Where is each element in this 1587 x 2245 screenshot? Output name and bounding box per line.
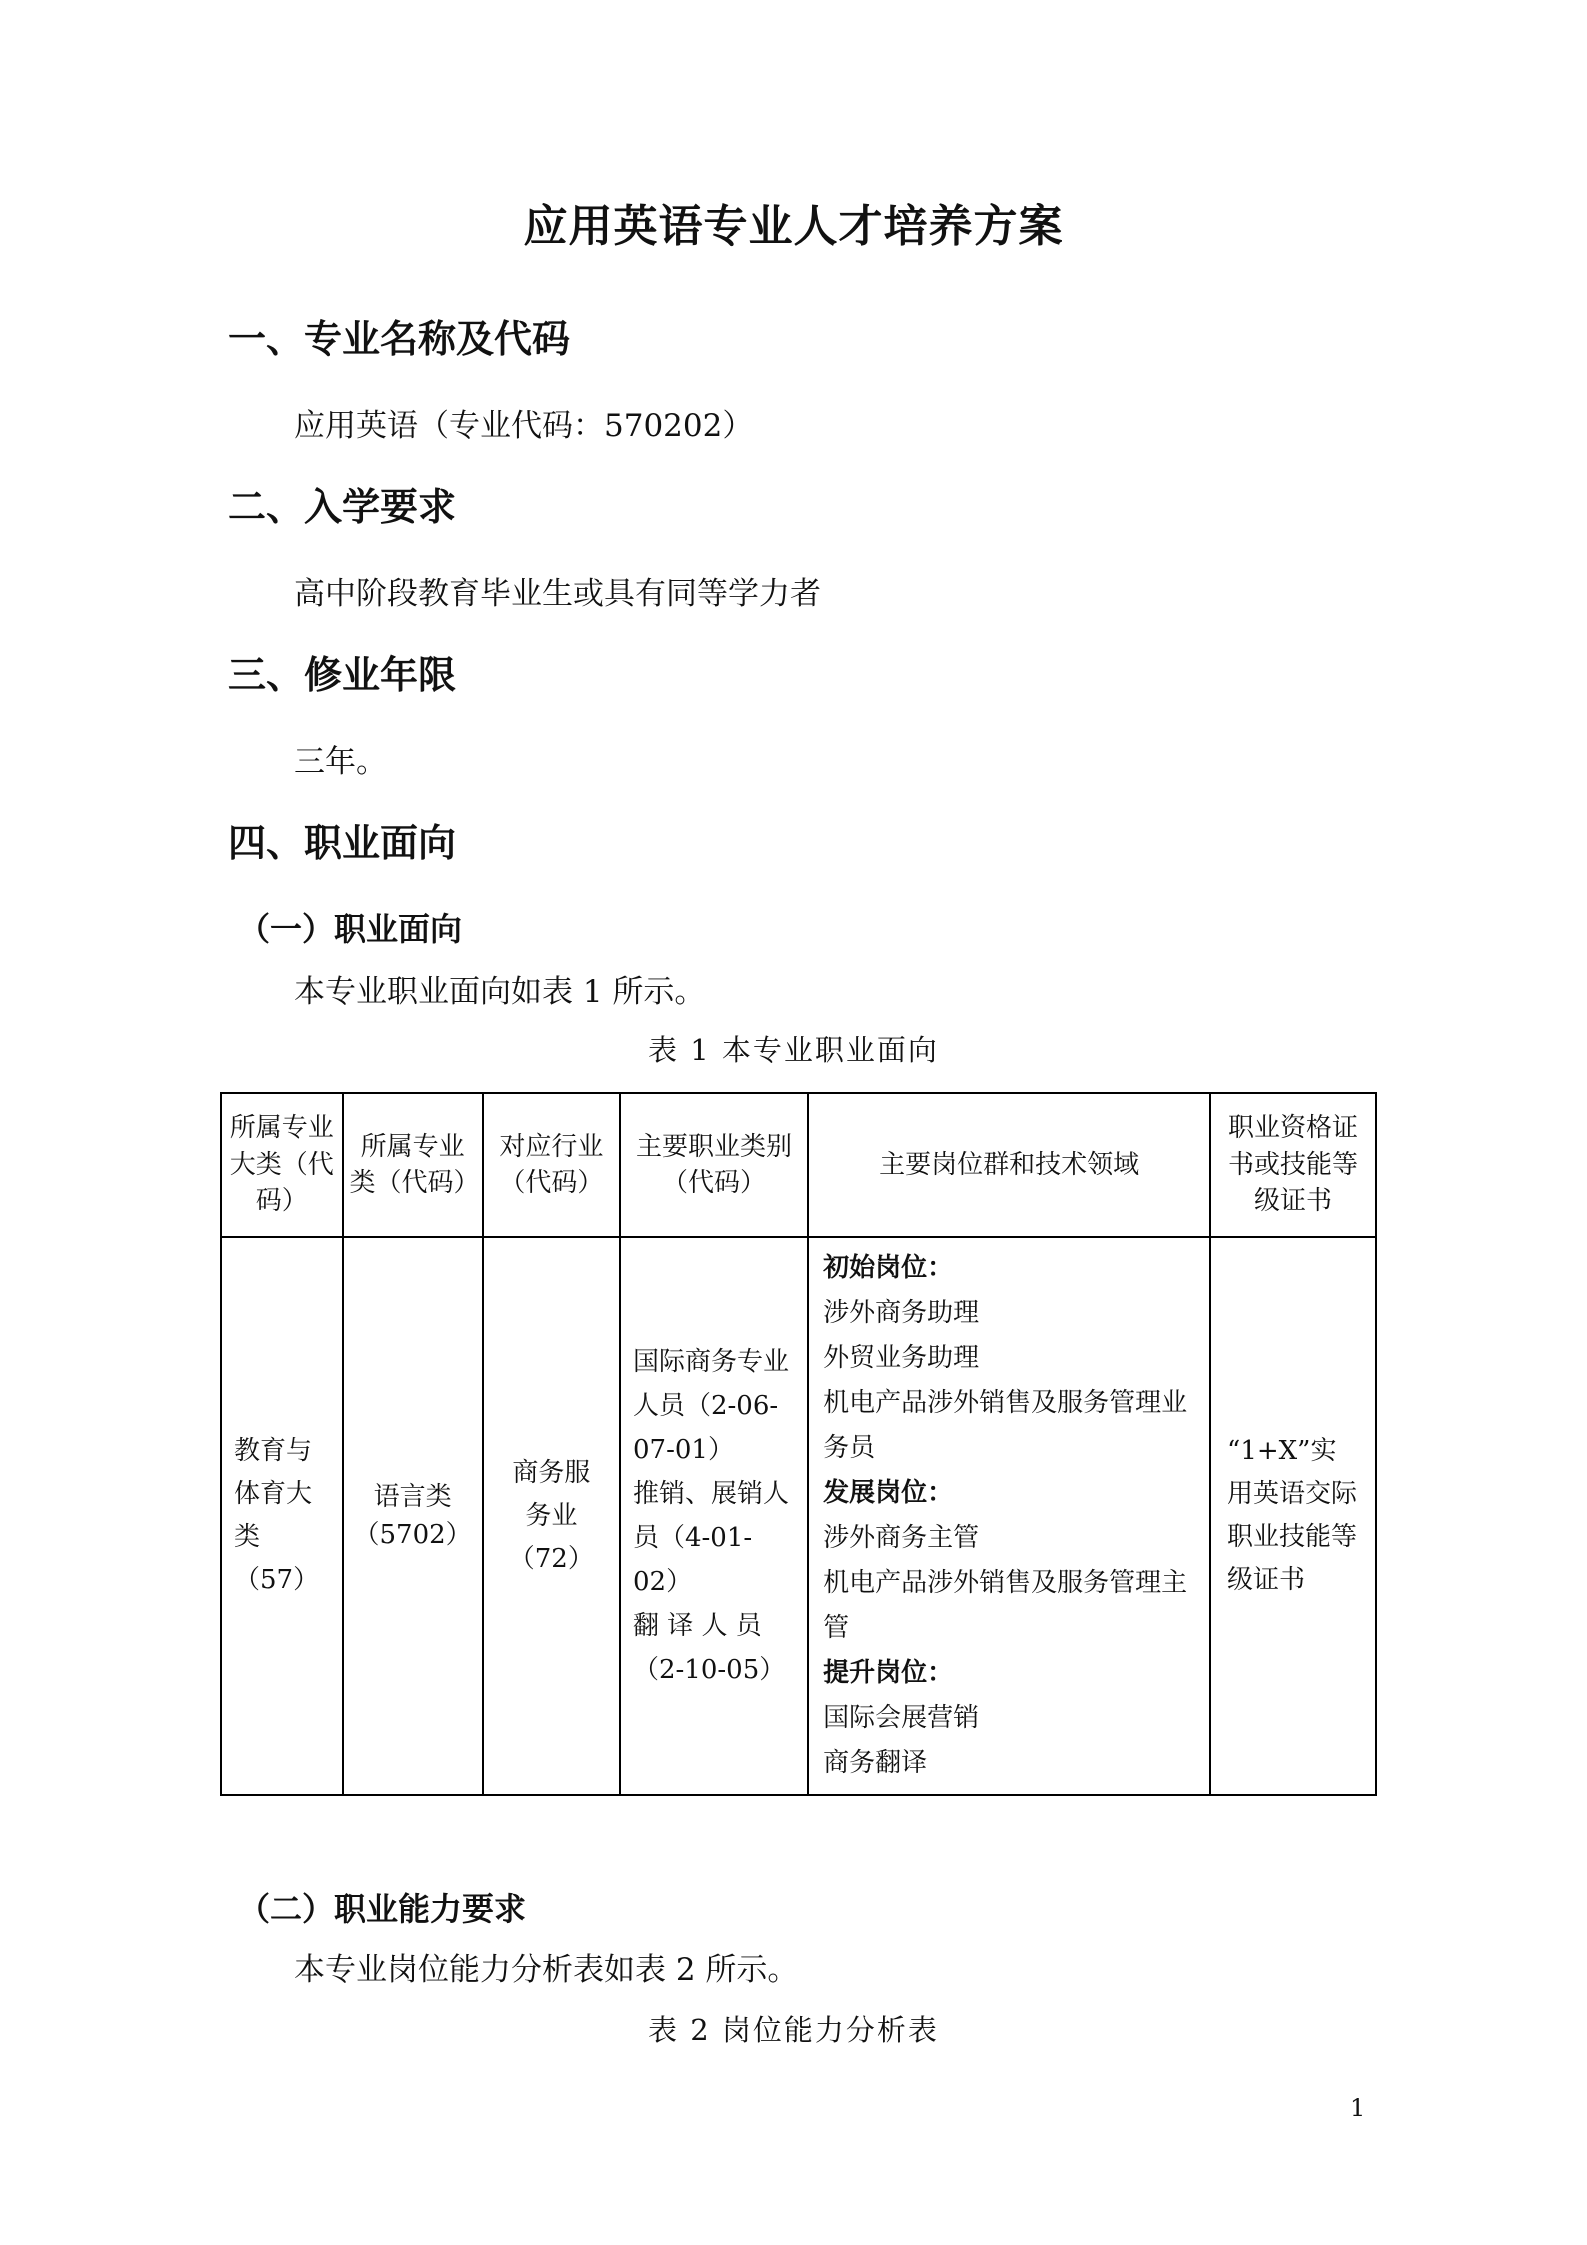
occupation-item: 推销、展销人员（4-01-02） (632, 1479, 789, 1597)
header-occupations: 主要职业类别（代码） (620, 1093, 808, 1237)
initial-positions-label: 初始岗位： (823, 1253, 954, 1283)
section-heading-2: 二、入学要求 (228, 485, 457, 529)
cell-positions (808, 1237, 1210, 1795)
career-orientation-table (220, 1092, 1377, 1796)
certificate-text: “1+X”实用英语交际职业技能等级证书 (1227, 1436, 1358, 1595)
major-category-text: 教育与体育大类（57） (234, 1436, 320, 1595)
major-class-text: 语言类（5702） (353, 1482, 472, 1550)
table-row (221, 1237, 1376, 1795)
section-body-3: 三年。 (294, 744, 387, 780)
cell-industry (483, 1237, 620, 1795)
position-item: 涉外商务主管 (823, 1523, 980, 1553)
position-item: 机电产品涉外销售及服务管理业务员 (823, 1388, 1188, 1463)
header-industry: 对应行业（代码） (483, 1093, 620, 1237)
document-title: 应用英语专业人才培养方案 (523, 201, 1064, 252)
section-body-1: 应用英语（专业代码：570202） (294, 408, 754, 444)
header-major-category: 所属专业大类（代码） (221, 1093, 343, 1237)
occupation-item: 翻 译 人 员（2-10-05） (632, 1611, 786, 1685)
subsection-body-2: 本专业岗位能力分析表如表 2 所示。 (294, 1952, 799, 1988)
industry-text: 商务服务业（72） (508, 1457, 594, 1574)
section-heading-1: 一、专业名称及代码 (228, 317, 571, 361)
cell-occupations (620, 1237, 808, 1795)
position-item: 国际会展营销 (823, 1703, 980, 1733)
position-item: 涉外商务助理 (823, 1298, 980, 1328)
header-certificate: 职业资格证书或技能等级证书 (1210, 1093, 1376, 1237)
subsection-heading-1: （一）职业面向 (238, 910, 463, 948)
cell-certificate (1210, 1237, 1376, 1795)
page-number: 1 (1350, 2094, 1366, 2122)
subsection-heading-2: （二）职业能力要求 (238, 1890, 527, 1928)
position-item: 机电产品涉外销售及服务管理主管 (823, 1568, 1188, 1643)
section-body-2: 高中阶段教育毕业生或具有同等学力者 (294, 576, 821, 612)
section-heading-4: 四、职业面向 (228, 821, 457, 865)
table1-caption: 表 1 本专业职业面向 (648, 1033, 939, 1067)
cell-major-category (221, 1237, 343, 1795)
promote-positions-label: 提升岗位： (823, 1658, 954, 1688)
develop-positions-label: 发展岗位： (823, 1478, 954, 1508)
position-item: 外贸业务助理 (823, 1343, 980, 1373)
table-header-row (221, 1093, 1376, 1237)
table2-caption: 表 2 岗位能力分析表 (648, 2013, 939, 2047)
header-positions: 主要岗位群和技术领域 (808, 1093, 1210, 1237)
cell-major-class (343, 1237, 483, 1795)
subsection-body-1: 本专业职业面向如表 1 所示。 (294, 974, 706, 1010)
section-heading-3: 三、修业年限 (228, 653, 457, 697)
header-major-class: 所属专业类（代码） (343, 1093, 483, 1237)
occupation-item: 国际商务专业人员（2-06-07-01） (632, 1347, 789, 1465)
position-item: 商务翻译 (823, 1748, 928, 1778)
